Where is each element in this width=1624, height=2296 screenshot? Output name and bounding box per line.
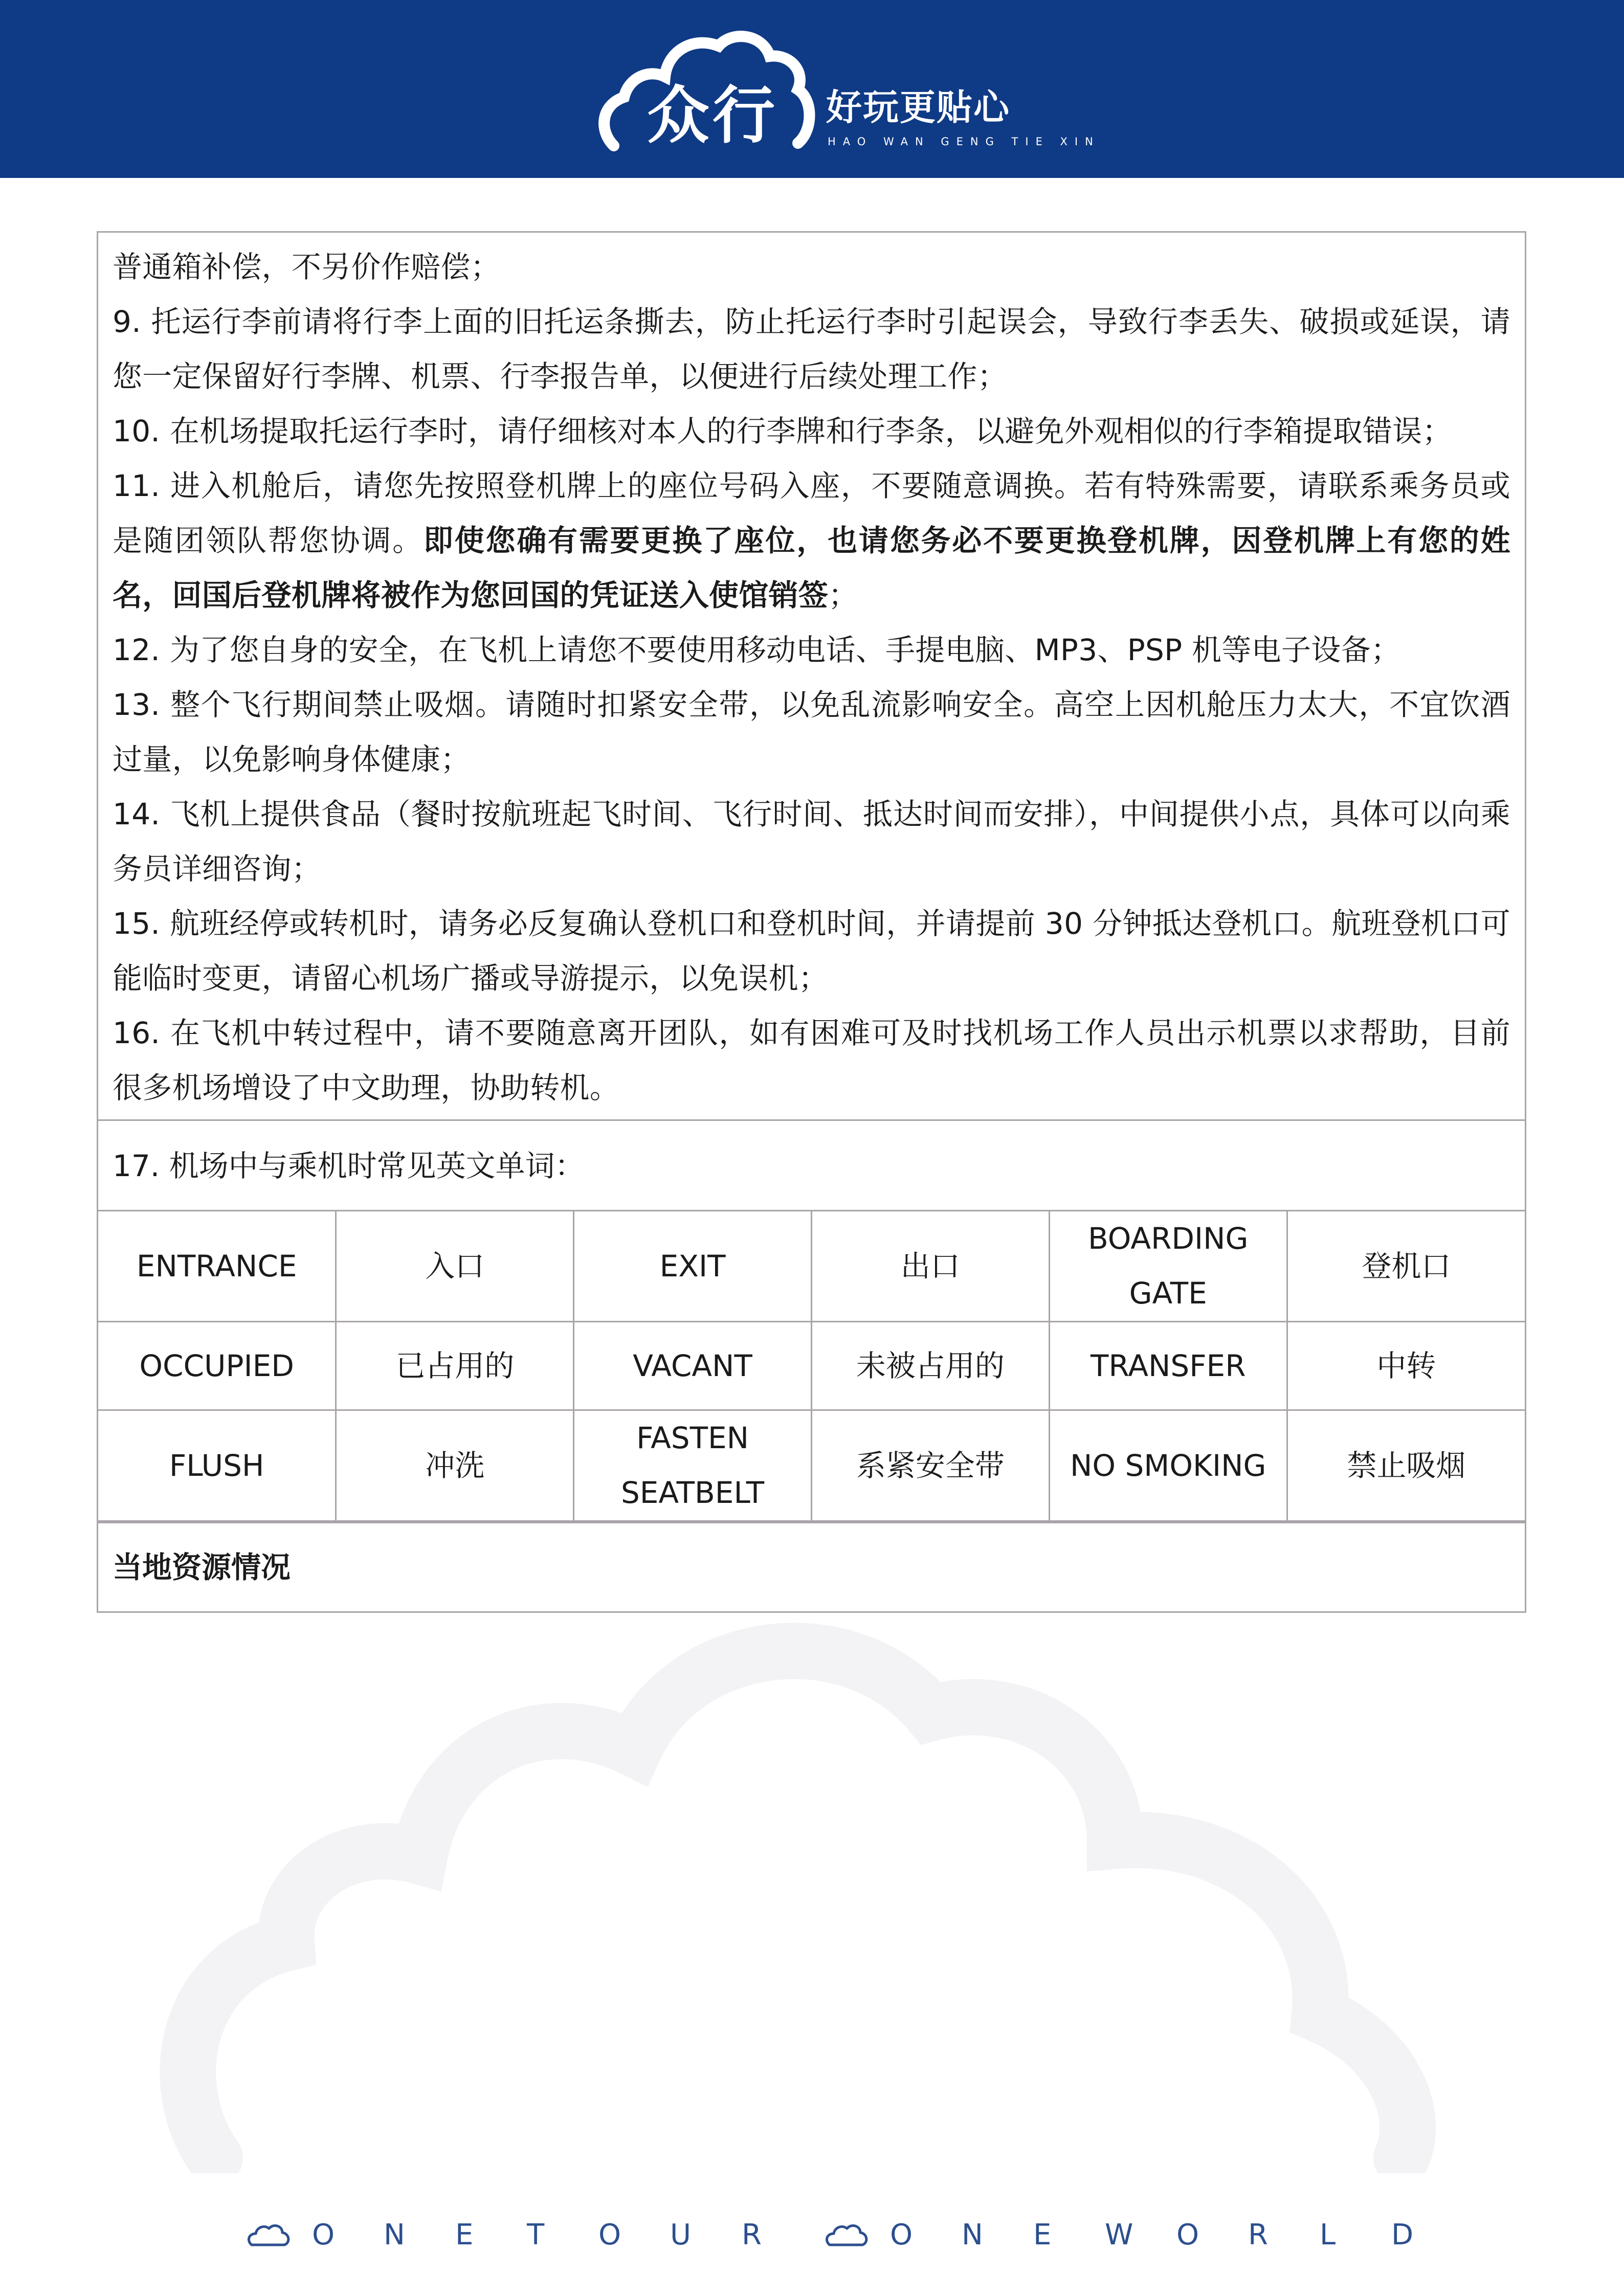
note-item-11 <box>113 459 1510 623</box>
travel-notes-document <box>97 231 1526 1613</box>
footer-letter: E <box>1033 2218 1052 2252</box>
vocab-heading: 17. 机场中与乘机时常见英文单词： <box>98 1119 1525 1210</box>
footer-letter: O <box>890 2218 913 2252</box>
vocab-cell: 登机口 <box>1287 1211 1525 1322</box>
table-row <box>98 1322 1525 1410</box>
vocab-cell: 禁止吸烟 <box>1287 1410 1525 1521</box>
note-item-14: 14. 飞机上提供食品（餐时按航班起飞时间、飞行时间、抵达时间而安排），中间提供小点，具体可以向乘务员详细咨询； <box>113 797 1510 886</box>
vocab-cell: VACANT <box>574 1322 812 1410</box>
footer-letter: O <box>312 2218 335 2252</box>
vocab-cell: 冲洗 <box>336 1410 574 1521</box>
vocab-table <box>98 1210 1525 1522</box>
table-row <box>98 1211 1525 1322</box>
vocab-cell: 系紧安全带 <box>811 1410 1049 1521</box>
footer-letter: R <box>1248 2218 1268 2252</box>
cloud-icon <box>824 2219 870 2250</box>
note-item-11-bold: 即使您确有需要更换了座位，也请您务必不要更换登机牌，因登机牌上有您的姓名，回国后登机牌将被作为您回国的凭证送入使馆销签 <box>113 523 1510 613</box>
table-row <box>98 1410 1525 1521</box>
notes-section <box>98 233 1525 1119</box>
brand-slogan-pinyin: HAO WAN GENG TIE XIN <box>828 136 1100 148</box>
vocab-cell: FLUSH <box>98 1410 336 1521</box>
vocab-cell: TRANSFER <box>1049 1322 1287 1410</box>
brand-slogan: 好玩更贴心 <box>826 86 1010 128</box>
vocab-cell: 已占用的 <box>336 1322 574 1410</box>
note-item-11-end: ； <box>828 578 858 613</box>
footer-letters-one-tour <box>312 2218 813 2252</box>
note-item-13: 13. 整个飞行期间禁止吸烟。请随时扣紧安全带，以免乱流影响安全。高空上因机舱压力太大，不宜饮酒过量，以免影响身体健康； <box>113 687 1510 777</box>
brand-logo <box>593 28 1100 161</box>
note-item-9: 9. 托运行李前请将行李上面的旧托运条撕去，防止托运行李时引起误会，导致行李丢失、破损或延误，请您一定保留好行李牌、机票、行李报告单，以便进行后续处理工作； <box>113 304 1510 394</box>
footer-letter: R <box>742 2218 762 2252</box>
vocab-cell: 出口 <box>811 1211 1049 1322</box>
note-item-15: 15. 航班经停或转机时，请务必反复确认登机口和登机时间，并请提前 30 分钟抵达登机口。航班登机口可能临时变更，请留心机场广播或导游提示，以免误机； <box>113 906 1510 996</box>
note-item-16: 16. 在飞机中转过程中，请不要随意离开团队，如有困难可及时找机场工作人员出示机票以求帮助，目前很多机场增设了中文助理，协助转机。 <box>113 1016 1510 1105</box>
vocab-cell: BOARDING GATE <box>1049 1211 1287 1322</box>
footer-letter: U <box>670 2218 691 2252</box>
page-header <box>0 0 1624 178</box>
footer-letter: L <box>1320 2218 1336 2252</box>
vocab-cell: 未被占用的 <box>811 1322 1049 1410</box>
footer-letters-one-world <box>890 2218 1463 2252</box>
cloud-icon <box>246 2219 292 2250</box>
vocab-cell: EXIT <box>574 1211 812 1322</box>
vocab-cell: 入口 <box>336 1211 574 1322</box>
footer-letter: N <box>384 2218 405 2252</box>
vocab-cell: ENTRANCE <box>98 1211 336 1322</box>
vocab-cell: FASTEN SEATBELT <box>574 1410 812 1521</box>
vocab-cell: 中转 <box>1287 1322 1525 1410</box>
note-item-12: 12. 为了您自身的安全，在飞机上请您不要使用移动电话、手提电脑、MP3、PSP 机等电子设备； <box>113 633 1401 667</box>
vocab-cell: NO SMOKING <box>1049 1410 1287 1521</box>
local-resources-heading: 当地资源情况 <box>98 1522 1525 1611</box>
brand-name: 众行 <box>647 79 778 152</box>
footer-letter: E <box>455 2218 474 2252</box>
footer-letter: D <box>1391 2218 1414 2252</box>
footer-letter: W <box>1105 2218 1133 2252</box>
note-item-10: 10. 在机场提取托运行李时，请仔细核对本人的行李牌和行李条，以避免外观相似的行李箱提取错误； <box>113 414 1452 448</box>
footer-letter: N <box>962 2218 983 2252</box>
note-item-11-text: 11. 进入机舱后，请您先按照登机牌上的座位号码入座，不要随意调换。若有特殊需要，请联系乘务员或是随团领队帮您协调。 <box>113 468 1510 558</box>
footer-letter: O <box>1176 2218 1199 2252</box>
footer-letter: O <box>598 2218 621 2252</box>
vocab-cell: OCCUPIED <box>98 1322 336 1410</box>
note-continuation: 普通箱补偿，不另价作赔偿； <box>113 250 500 284</box>
footer-letter: T <box>527 2218 545 2252</box>
page-footer <box>0 2214 1624 2255</box>
